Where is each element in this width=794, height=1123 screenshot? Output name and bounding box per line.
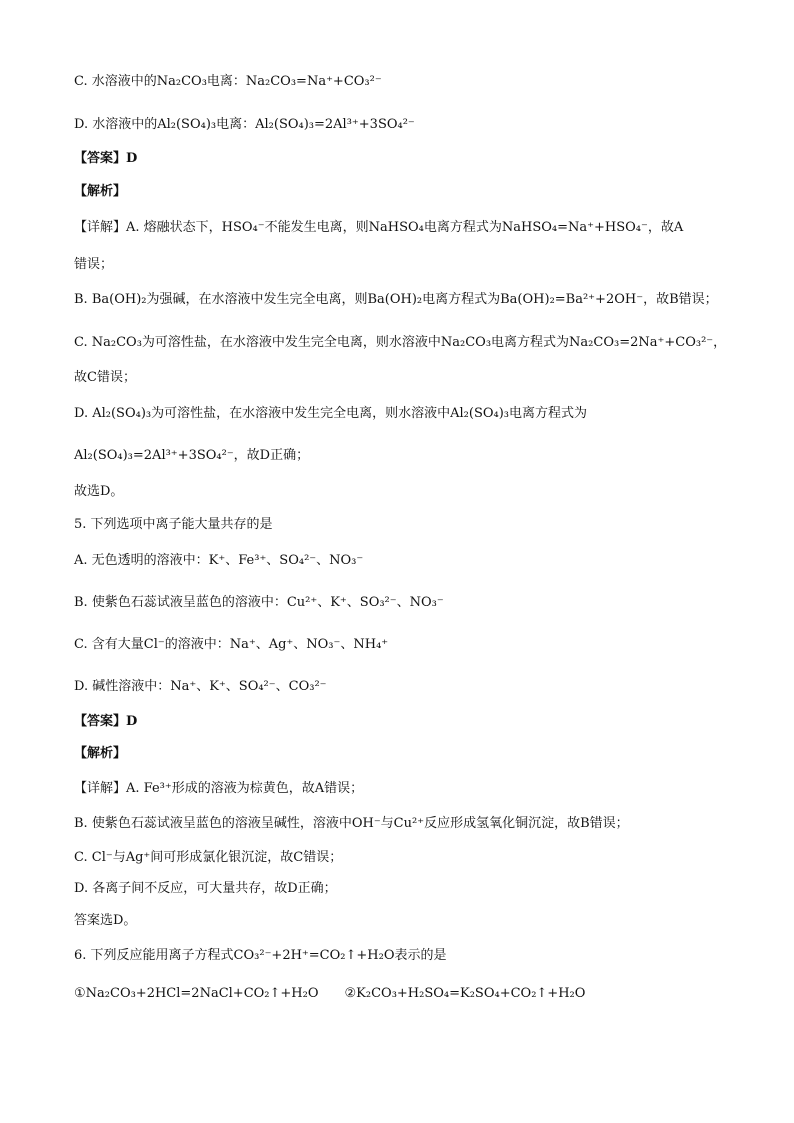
q5-detail-a: 【详解】A. Fe³⁺形成的溶液为棕黄色，故A错误； bbox=[74, 781, 364, 796]
q5-analysis-heading: 【解析】 bbox=[74, 746, 127, 761]
q5-detail-b: B. 使紫色石蕊试液呈蓝色的溶液呈碱性，溶液中OH⁻与Cu²⁺反应形成氢氧化铜沉淀，故B错误； bbox=[74, 816, 629, 831]
analysis-heading: 【解析】 bbox=[74, 184, 127, 199]
q5-detail-c: C. Cl⁻与Ag⁺间可形成氯化银沉淀，故C错误； bbox=[74, 850, 343, 865]
question-6: 6. 下列反应能用离子方程式CO₃²⁻+2H⁺=CO₂↑+H₂O表示的是 bbox=[74, 948, 447, 963]
detail-d-equation: Al₂(SO₄)₃=2Al³⁺+3SO₄²⁻，故D正确； bbox=[74, 448, 310, 463]
q6-reactions: ①Na₂CO₃+2HCl=2NaCl+CO₂↑+H₂O ②K₂CO₃+H₂SO₄=K₂SO₄+CO₂↑+H₂O bbox=[74, 986, 586, 1001]
q5-option-b: B. 使紫色石蕊试液呈蓝色的溶液中：Cu²⁺、K⁺、SO₃²⁻、NO₃⁻ bbox=[74, 595, 444, 610]
answer-heading: 【答案】D bbox=[74, 151, 138, 166]
option-c-equation: C. 水溶液中的Na₂CO₃电离：Na₂CO₃=Na⁺+CO₃²⁻ bbox=[74, 74, 382, 89]
detail-c-cont: 故C错误； bbox=[74, 370, 136, 385]
question-5: 5. 下列选项中离子能大量共存的是 bbox=[74, 517, 273, 532]
q5-conclusion: 答案选D。 bbox=[74, 913, 137, 928]
detail-d: D. Al₂(SO₄)₃为可溶性盐，在水溶液中发生完全电离，则水溶液中Al₂(SO₄)₃电离方程式为 bbox=[74, 406, 587, 421]
q5-answer: 【答案】D bbox=[74, 714, 138, 729]
q5-option-d: D. 碱性溶液中：Na⁺、K⁺、SO₄²⁻、CO₃²⁻ bbox=[74, 679, 327, 694]
detail-a-cont: 错误； bbox=[74, 257, 114, 272]
option-d-equation: D. 水溶液中的Al₂(SO₄)₃电离：Al₂(SO₄)₃=2Al³⁺+3SO₄²⁻ bbox=[74, 117, 415, 132]
detail-a: 【详解】A. 熔融状态下，HSO₄⁻不能发生电离，则NaHSO₄电离方程式为NaHSO₄=Na⁺+HSO₄⁻，故A bbox=[74, 220, 684, 235]
conclusion: 故选D。 bbox=[74, 484, 124, 499]
detail-b: B. Ba(OH)₂为强碱，在水溶液中发生完全电离，则Ba(OH)₂电离方程式为Ba(OH)₂=Ba²⁺+2OH⁻，故B错误； bbox=[74, 292, 718, 307]
q5-option-c: C. 含有大量Cl⁻的溶液中：Na⁺、Ag⁺、NO₃⁻、NH₄⁺ bbox=[74, 637, 389, 652]
q5-detail-d: D. 各离子间不反应，可大量共存，故D正确； bbox=[74, 881, 337, 896]
q5-option-a: A. 无色透明的溶液中：K⁺、Fe³⁺、SO₄²⁻、NO₃⁻ bbox=[74, 553, 364, 568]
detail-c: C. Na₂CO₃为可溶性盐，在水溶液中发生完全电离，则水溶液中Na₂CO₃电离方程式为Na₂CO₃=2Na⁺+CO₃²⁻， bbox=[74, 335, 727, 350]
